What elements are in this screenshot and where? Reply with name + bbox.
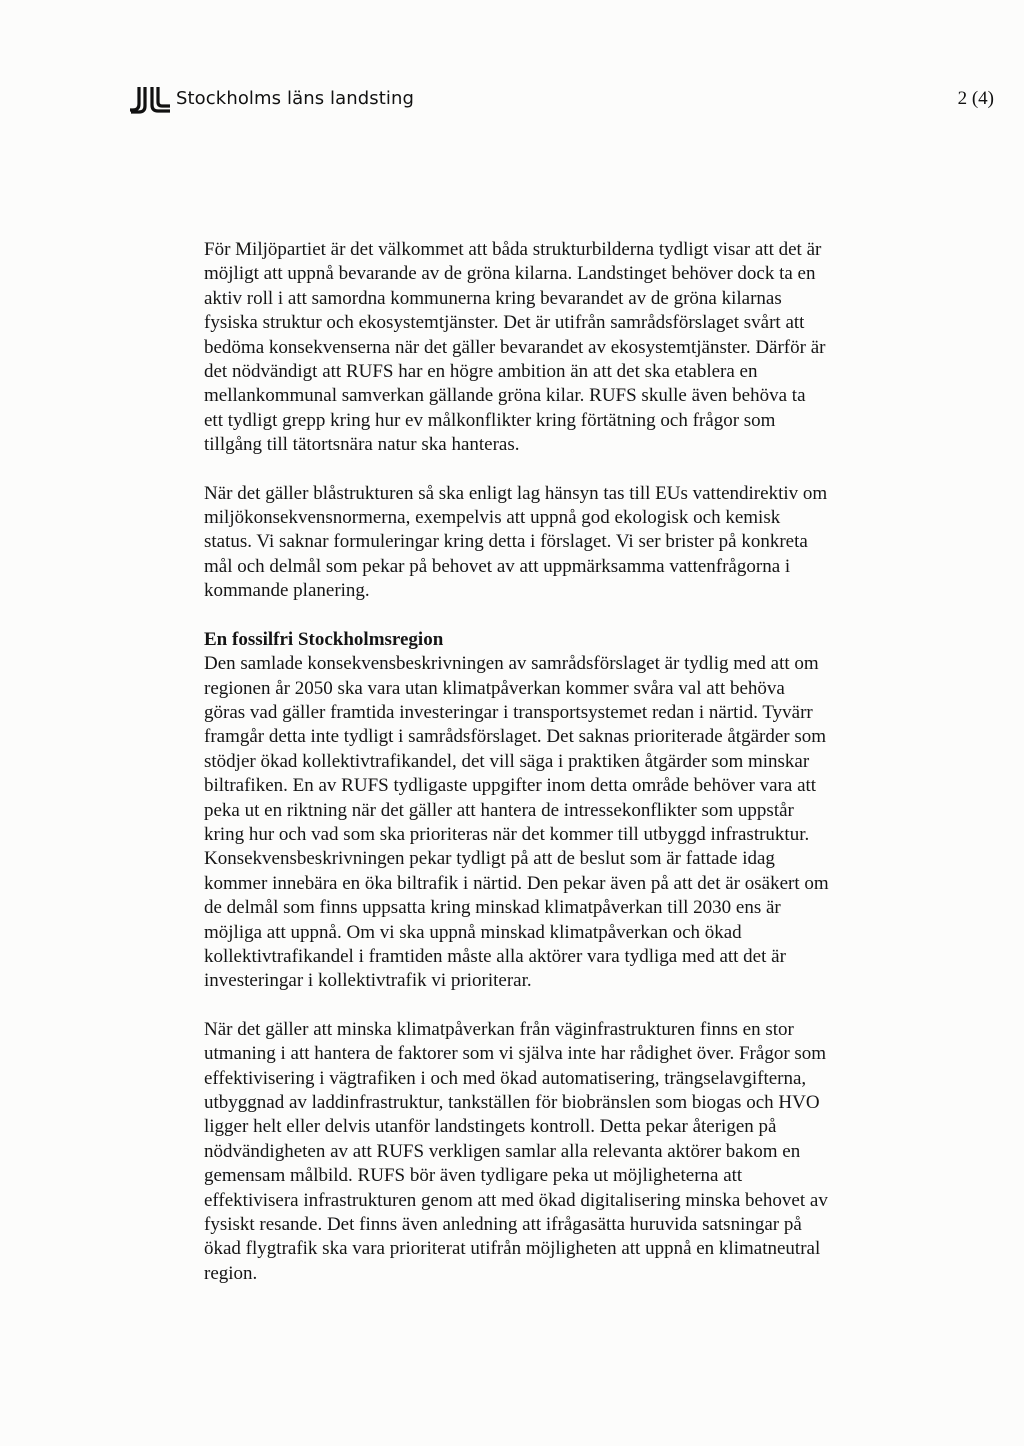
text-line: kring hur och vad som ska prioriteras när det kommer till utbyggd infrastruktur. (204, 823, 810, 845)
document-body (204, 238, 864, 1310)
text-line: ökad flygtrafik ska vara prioriterat utifrån möjligheten att uppnå en klimatneutral (204, 1238, 821, 1260)
text-line: möjliga att uppnå. Om vi ska uppnå minskad klimatpåverkan och ökad (204, 921, 742, 943)
text-line: kommande planering. (204, 580, 370, 602)
text-line: möjligt att uppnå bevarande av de gröna kilarna. Landstinget behöver dock ta en (204, 263, 816, 285)
text-line: göras vad gäller framtida investeringar i transportsystemet redan i närtid. Tyvärr (204, 701, 813, 723)
section-heading: En fossilfri Stockholmsregion (204, 628, 444, 650)
text-line: gemensam målbild. RUFS bör även tydligare peka ut möjligheterna att (204, 1165, 743, 1187)
text-line: kommer innebära en öka biltrafik i närtid. Den pekar även på att det är osäkert om (204, 872, 829, 894)
text-line: de delmål som finns uppsatta kring minskad klimatpåverkan till 2030 ens är (204, 897, 781, 919)
text-line: status. Vi saknar formuleringar kring detta i förslaget. Vi ser brister på konkreta (204, 531, 808, 553)
text-line: För Miljöpartiet är det välkommet att båda strukturbilderna tydligt visar att det är (204, 239, 822, 260)
section-fossil-free-region (204, 628, 864, 994)
text-line: det nödvändigt att RUFS har en högre ambition än att det ska etablera en (204, 361, 758, 383)
text-line: fysiska struktur och ekosystemtjänster. Det är utifrån samrådsförslaget svårt att (204, 312, 805, 334)
text-line: nödvändigheten av att RUFS verkligen samlar alla relevanta aktörer bakom en (204, 1140, 801, 1162)
text-line: tillgång till tätortsnära natur ska hanteras. (204, 434, 520, 456)
text-line: region. (204, 1262, 258, 1284)
page-header (130, 84, 1000, 118)
text-line: biltrafiken. En av RUFS tydligaste uppgifter inom detta område behöver vara att (204, 775, 817, 797)
text-line: Konsekvensbeskrivningen pekar tydligt på att de beslut som är fattade idag (204, 848, 775, 870)
text-line: mål och delmål som pekar på behovet av att uppmärksamma vattenfrågorna i (204, 555, 791, 577)
text-line: utmaning i att hantera de faktorer som vi själva inte har rådighet över. Frågor som (204, 1043, 827, 1065)
text-line: peka ut en riktning när det gäller att hantera de intressekonflikter som uppstår (204, 799, 794, 821)
text-line: miljökonsekvensnormerna, exempelvis att uppnå god ekologisk och kemisk (204, 507, 781, 529)
text-line: Den samlade konsekvensbeskrivningen av samrådsförslaget är tydlig med att om (204, 653, 819, 675)
text-line: framgår detta inte tydligt i samrådsförslaget. Det saknas prioriterade åtgärder som (204, 726, 827, 748)
text-line: utbyggnad av laddinfrastruktur, tankställen för biobränslen som biogas och HVO (204, 1092, 820, 1113)
text-line: fysiskt resande. Det finns även anledning att ifrågasätta huruvida satsningar på (204, 1214, 802, 1236)
paragraph-green-wedges (204, 238, 864, 458)
text-line: effektivisera infrastrukturen genom att med ökad digitalisering minska behovet av (204, 1189, 828, 1211)
page-number: 2 (4) (957, 88, 994, 109)
text-line: stödjer ökad kollektivtrafikandel, det vill säga i praktiken åtgärder som minskar (204, 750, 810, 772)
organization-name: Stockholms läns landsting (176, 88, 415, 109)
text-line: kollektivtrafikandel i framtiden måste alla aktörer vara tydliga med att det är (204, 945, 786, 967)
text-line: bedöma konsekvenserna när det gäller bevarandet av ekosystemtjänster. Därför är (204, 336, 826, 358)
text-line: investeringar i kollektivtrafik vi prioriterar. (204, 970, 532, 992)
sll-logo-icon (130, 86, 170, 114)
text-line: ligger helt eller delvis utanför landstingets kontroll. Detta pekar återigen på (204, 1116, 777, 1138)
paragraph-blue-structure (204, 482, 864, 604)
text-line: aktiv roll i att samordna kommunerna kring bevarandet av de gröna kilarnas (204, 287, 782, 309)
text-line: effektivisering i vägtrafiken i och med ökad automatisering, trängselavgifterna, (204, 1067, 807, 1089)
text-line: mellankommunal samverkan gällande gröna kilar. RUFS skulle även behöva ta (204, 385, 806, 407)
text-line: När det gäller blåstrukturen så ska enligt lag hänsyn tas till EUs vattendirektiv om (204, 482, 828, 504)
paragraph-road-infrastructure (204, 1018, 864, 1286)
text-line: regionen år 2050 ska vara utan klimatpåverkan kommer svåra val att behöva (204, 677, 785, 699)
text-line: ett tydligt grepp kring hur ev målkonflikter kring förtätning och frågor som (204, 409, 776, 431)
text-line: När det gäller att minska klimatpåverkan från väginfrastrukturen finns en stor (204, 1018, 794, 1040)
